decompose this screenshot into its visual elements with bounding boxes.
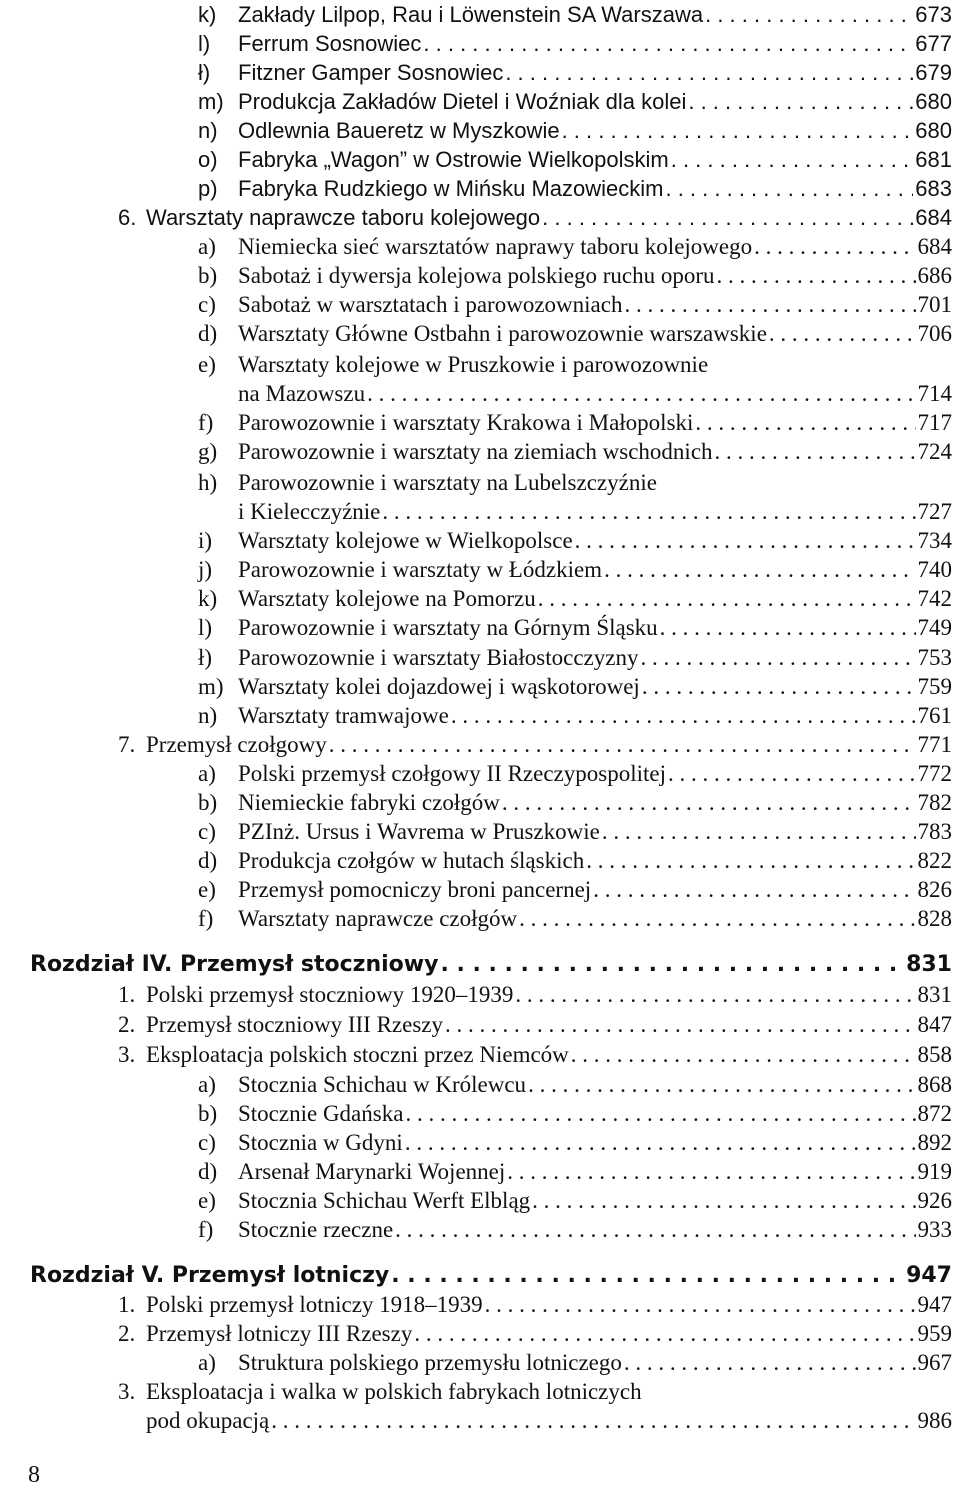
toc-entry [0, 555, 960, 584]
toc-entry-page: 684 [915, 205, 952, 230]
toc-entry [0, 145, 960, 174]
toc-entry-marker: 3. [118, 1379, 136, 1404]
toc-entry-title: Niemiecka sieć warsztatów naprawy taboru kolejowego [238, 234, 753, 259]
toc-entry-marker: b) [198, 263, 218, 288]
toc-entry-title: Sabotaż w warsztatach i parowozowniach [238, 292, 623, 317]
toc-dot-leader [538, 584, 916, 613]
toc-entry [0, 1215, 960, 1244]
toc-dot-leader [671, 145, 914, 174]
toc-entry-title: Stocznie Gdańska [238, 1101, 404, 1126]
toc-entry-title: Rozdział IV. Przemysł stoczniowy [30, 952, 439, 977]
toc-entry [0, 1070, 960, 1099]
toc-dot-leader [593, 875, 915, 904]
toc-entry [0, 174, 960, 203]
toc-entry-marker: c) [198, 292, 216, 317]
toc-entry-title: Fabryka „Wagon” w Ostrowie Wielkopolskim [238, 147, 669, 172]
toc-entry-page: 892 [917, 1130, 952, 1155]
toc-entry-page: 947 [917, 1292, 952, 1317]
toc-entry-title: Warsztaty Główne Ostbahn i parowozownie warszawskie [238, 321, 767, 346]
toc-entry-title: Fitzner Gamper Sosnowiec [238, 60, 504, 85]
toc-dot-leader [542, 203, 913, 232]
toc-entry-title: Arsenał Marynarki Wojennej [238, 1159, 506, 1184]
toc-dot-leader [485, 1290, 916, 1319]
toc-dot-leader [640, 643, 915, 672]
toc-entry [0, 437, 960, 466]
toc-entry-marker: 1. [118, 982, 136, 1007]
toc-entry-title: PZInż. Ursus i Wavrema w Pruszkowie [238, 819, 600, 844]
toc-chapter-entry [0, 1261, 960, 1290]
toc-entry [0, 817, 960, 846]
toc-entry [0, 290, 960, 319]
toc-entry-marker: f) [198, 1217, 214, 1242]
toc-entry-page: 967 [917, 1350, 952, 1375]
toc-entry-page: 680 [915, 89, 952, 114]
toc-entry-title: Ferrum Sosnowiec [238, 31, 422, 56]
toc-dot-leader [754, 232, 915, 261]
toc-entry-marker: j) [198, 557, 213, 582]
toc-dot-leader [586, 846, 915, 875]
toc-entry-title: Warsztaty kolejowe na Pomorzu [238, 586, 536, 611]
page-number: 8 [28, 1462, 40, 1488]
toc-entry-marker: 7. [118, 732, 136, 757]
toc-dot-leader [382, 497, 915, 526]
toc-entry-title: Parowozownie i warsztaty w Łódzkiem [238, 557, 603, 582]
toc-entry [0, 846, 960, 875]
toc-dot-leader [604, 555, 915, 584]
toc-entry-page: 822 [917, 848, 952, 873]
toc-entry [0, 759, 960, 788]
toc-entry-title: Warsztaty kolejowe w Pruszkowie i parowozownie [238, 352, 709, 377]
toc-dot-leader [715, 437, 916, 466]
toc-entry [0, 1377, 960, 1406]
toc-entry [0, 203, 960, 232]
toc-entry-title: pod okupacją [146, 1408, 270, 1433]
toc-dot-leader [405, 1128, 916, 1157]
toc-entry-marker: m) [198, 89, 224, 114]
toc-entry-page: 740 [917, 557, 952, 582]
toc-dot-leader [562, 116, 914, 145]
toc-entry-page: 831 [906, 952, 952, 977]
toc-chapter-entry [0, 950, 960, 979]
toc-entry [0, 379, 960, 408]
toc-dot-leader [717, 261, 916, 290]
toc-entry-marker: a) [198, 1072, 216, 1097]
toc-entry-marker: a) [198, 1350, 216, 1375]
toc-dot-leader [515, 980, 915, 1009]
toc-entry-page: 701 [917, 292, 952, 317]
toc-entry-marker: ł) [198, 60, 211, 85]
toc-entry [0, 350, 960, 379]
toc-entry [0, 643, 960, 672]
toc-dot-leader [624, 290, 915, 319]
toc-entry-marker: k) [198, 2, 217, 27]
toc-entry-page: 734 [917, 528, 952, 553]
toc-entry [0, 672, 960, 701]
toc-entry [0, 261, 960, 290]
toc-entry-page: 933 [917, 1217, 952, 1242]
toc-dot-leader [445, 1010, 915, 1039]
toc-dot-leader [329, 730, 916, 759]
toc-entry-title: Warsztaty tramwajowe [238, 703, 449, 728]
toc-dot-leader [695, 408, 915, 437]
toc-entry-title: Parowozownie i warsztaty na ziemiach wschodnich [238, 439, 713, 464]
toc-entry-title: Parowozownie i warsztaty na Lubelszczyźnie [238, 470, 657, 495]
toc-entry-title: i Kielecczyźnie [238, 499, 381, 524]
toc-entry-marker: p) [198, 176, 218, 201]
toc-entry [0, 584, 960, 613]
toc-entry-page: 759 [917, 674, 952, 699]
toc-entry-page: 783 [917, 819, 952, 844]
toc-entry-marker: 2. [118, 1012, 136, 1037]
toc-entry-title: Eksploatacja polskich stoczni przez Niemców [146, 1042, 569, 1067]
toc-entry-page: 684 [917, 234, 952, 259]
toc-dot-leader [571, 1040, 916, 1069]
toc-entry-page: 919 [917, 1159, 952, 1184]
toc-entry-marker: 3. [118, 1042, 136, 1067]
toc-entry-title: Fabryka Rudzkiego w Mińsku Mazowieckim [238, 176, 664, 201]
toc-entry [0, 904, 960, 933]
toc-entry-title: Przemysł pomocniczy broni pancernej [238, 877, 592, 902]
toc-dot-leader [414, 1319, 915, 1348]
toc-dot-leader [391, 1261, 904, 1290]
toc-entry [0, 875, 960, 904]
toc-entry [0, 497, 960, 526]
toc-entry-title: Polski przemysł lotniczy 1918–1939 [146, 1292, 483, 1317]
toc-entry-marker: a) [198, 761, 216, 786]
toc-entry [0, 0, 960, 29]
toc-entry [0, 701, 960, 730]
toc-dot-leader [642, 672, 916, 701]
toc-entry-title: Przemysł czołgowy [146, 732, 327, 757]
toc-entry-title: Polski przemysł czołgowy II Rzeczypospolitej [238, 761, 666, 786]
toc-entry-marker: e) [198, 877, 216, 902]
toc-entry [0, 1099, 960, 1128]
toc-dot-leader [405, 1099, 915, 1128]
toc-entry-page: 959 [917, 1321, 952, 1346]
toc-entry-page: 680 [915, 118, 952, 143]
toc-entry [0, 1010, 960, 1039]
toc-entry-title: Stocznia Schichau w Królewcu [238, 1072, 527, 1097]
toc-dot-leader [532, 1186, 915, 1215]
toc-dot-leader [502, 788, 916, 817]
toc-dot-leader [602, 817, 916, 846]
toc-entry-marker: m) [198, 674, 224, 699]
toc-entry-title: Parowozownie i warsztaty Krakowa i Małopolski [238, 410, 694, 435]
toc-entry-title: Warsztaty kolejowe w Wielkopolsce [238, 528, 573, 553]
toc-dot-leader [769, 319, 916, 348]
toc-entry-page: 679 [915, 60, 952, 85]
toc-entry-page: 826 [917, 877, 952, 902]
toc-entry-page: 714 [917, 381, 952, 406]
toc-entry-marker: a) [198, 234, 216, 259]
toc-entry-title: Zakłady Lilpop, Rau i Löwenstein SA Warszawa [238, 2, 704, 27]
toc-entry [0, 87, 960, 116]
toc-entry [0, 1157, 960, 1186]
toc-entry [0, 613, 960, 642]
toc-entry-marker: g) [198, 439, 218, 464]
toc-entry-page: 749 [917, 615, 952, 640]
toc-entry-title: Produkcja czołgów w hutach śląskich [238, 848, 585, 873]
toc-entry-marker: f) [198, 906, 214, 931]
toc-entry-marker: c) [198, 1130, 216, 1155]
toc-dot-leader [624, 1348, 916, 1377]
toc-entry-page: 782 [917, 790, 952, 815]
toc-dot-leader [519, 904, 915, 933]
toc-dot-leader [528, 1070, 915, 1099]
toc-entry-title: Struktura polskiego przemysłu lotniczego [238, 1350, 622, 1375]
toc-entry-page: 847 [917, 1012, 952, 1037]
toc-entry-page: 772 [917, 761, 952, 786]
toc-entry-title: Produkcja Zakładów Dietel i Woźniak dla kolei [238, 89, 687, 114]
toc-entry-page: 724 [917, 439, 952, 464]
toc-entry [0, 1348, 960, 1377]
toc-entry-title: Przemysł stoczniowy III Rzeszy [146, 1012, 444, 1037]
toc-dot-leader [451, 701, 916, 730]
toc-entry-page: 677 [915, 31, 952, 56]
toc-entry-title: Rozdział V. Przemysł lotniczy [30, 1263, 390, 1288]
toc-dot-leader [688, 87, 913, 116]
toc-dot-leader [395, 1215, 915, 1244]
toc-entry [0, 408, 960, 437]
toc-entry-marker: b) [198, 790, 218, 815]
toc-entry-title: Niemieckie fabryki czołgów [238, 790, 500, 815]
toc-entry [0, 526, 960, 555]
toc-entry-title: Warsztaty naprawcze taboru kolejowego [146, 205, 541, 230]
toc-entry-marker: e) [198, 1188, 216, 1213]
toc-entry [0, 29, 960, 58]
toc-entry-marker: d) [198, 1159, 218, 1184]
toc-entry [0, 1406, 960, 1435]
toc-entry [0, 1290, 960, 1319]
toc-entry-marker: o) [198, 147, 218, 172]
toc-entry [0, 788, 960, 817]
toc-entry-marker: n) [198, 118, 218, 143]
toc-entry-title: Warsztaty kolei dojazdowej i wąskotorowej [238, 674, 640, 699]
toc-dot-leader [665, 174, 913, 203]
toc-entry-page: 706 [917, 321, 952, 346]
toc-dot-leader [271, 1406, 915, 1435]
toc-dot-leader [575, 526, 916, 555]
toc-entry [0, 980, 960, 1009]
toc-entry [0, 730, 960, 759]
toc-entry-title: Przemysł lotniczy III Rzeszy [146, 1321, 413, 1346]
toc-dot-leader [660, 613, 916, 642]
toc-entry [0, 1128, 960, 1157]
toc-entry-marker: d) [198, 321, 218, 346]
toc-entry [0, 232, 960, 261]
toc-entry-marker: b) [198, 1101, 218, 1126]
toc-entry-title: Stocznia Schichau Werft Elbląg [238, 1188, 531, 1213]
toc-entry-page: 831 [917, 982, 952, 1007]
toc-entry-title: Parowozownie i warsztaty na Górnym Śląsku [238, 615, 658, 640]
toc-entry [0, 1186, 960, 1215]
toc-entry-page: 986 [917, 1408, 952, 1433]
toc-entry-title: Eksploatacja i walka w polskich fabrykach lotniczych [146, 1379, 642, 1404]
toc-entry [0, 319, 960, 348]
toc-entry-marker: l) [198, 615, 213, 640]
toc-entry-marker: 1. [118, 1292, 136, 1317]
toc-entry [0, 58, 960, 87]
toc-entry-title: Odlewnia Baueretz w Myszkowie [238, 118, 560, 143]
toc-entry-marker: f) [198, 410, 214, 435]
toc-dot-leader [440, 950, 904, 979]
toc-dot-leader [507, 1157, 915, 1186]
toc-entry-title: Sabotaż i dywersja kolejowa polskiego ruchu oporu [238, 263, 715, 288]
toc-entry-marker: l) [198, 31, 211, 56]
toc-entry-marker: ł) [198, 645, 213, 670]
toc-entry-marker: h) [198, 470, 218, 495]
toc-entry-marker: c) [198, 819, 216, 844]
toc-entry-marker: 2. [118, 1321, 136, 1346]
toc-entry-marker: n) [198, 703, 218, 728]
toc-entry-title: Stocznie rzeczne [238, 1217, 394, 1242]
toc-entry-title: Polski przemysł stoczniowy 1920–1939 [146, 982, 514, 1007]
toc-entry-page: 681 [915, 147, 952, 172]
toc-entry-page: 673 [915, 2, 952, 27]
toc-entry-page: 753 [917, 645, 952, 670]
toc-dot-leader [668, 759, 916, 788]
toc-entry [0, 1319, 960, 1348]
toc-entry-page: 717 [917, 410, 952, 435]
toc-entry-page: 947 [906, 1263, 952, 1288]
toc-entry-marker: e) [198, 352, 216, 377]
toc-dot-leader [705, 0, 913, 29]
toc-entry-page: 742 [917, 586, 952, 611]
toc-entry-page: 761 [917, 703, 952, 728]
toc-entry [0, 1040, 960, 1069]
toc-entry-page: 771 [917, 732, 952, 757]
toc-entry-page: 872 [917, 1101, 952, 1126]
toc-entry [0, 468, 960, 497]
toc-entry-title: Stocznia w Gdyni [238, 1130, 403, 1155]
toc-entry [0, 116, 960, 145]
toc-entry-page: 828 [917, 906, 952, 931]
toc-entry-marker: k) [198, 586, 218, 611]
toc-entry-title: Warsztaty naprawcze czołgów [238, 906, 518, 931]
toc-entry-marker: d) [198, 848, 218, 873]
toc-entry-title: Parowozownie i warsztaty Białostocczyzny [238, 645, 639, 670]
toc-dot-leader [423, 29, 913, 58]
toc-dot-leader [505, 58, 913, 87]
toc-entry-page: 858 [917, 1042, 952, 1067]
toc-entry-title: na Mazowszu [238, 381, 366, 406]
toc-entry-page: 683 [915, 176, 952, 201]
toc-entry-page: 926 [917, 1188, 952, 1213]
toc-dot-leader [367, 379, 915, 408]
toc-entry-page: 727 [917, 499, 952, 524]
toc-entry-page: 686 [917, 263, 952, 288]
toc-entry-marker: i) [198, 528, 213, 553]
toc-entry-marker: 6. [118, 205, 137, 230]
toc-entry-page: 868 [917, 1072, 952, 1097]
